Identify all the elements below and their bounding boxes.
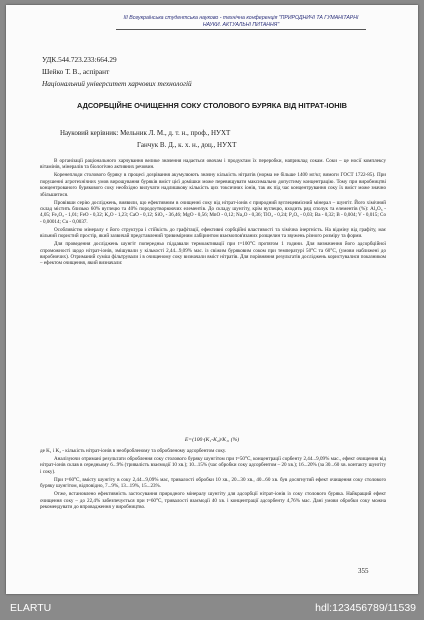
viewer-footer	[0, 596, 424, 620]
body-text-after-formula	[40, 448, 386, 512]
body-text-before-formula	[40, 158, 386, 268]
header-divider	[116, 29, 366, 30]
paragraph: Отже, встановлено ефективність застосування природного мінералу шунгіту для адсорбції нітрат-іонів із соку столового буряка. Найкращий ефект очищення соку – до 22,4% забезпечується при t=60°С, тривалості взаємодії 40 хв. і концентрації адсорбенту 4,76% мас. Дані умови обробки соку можна рекомендувати до впровадження у виробництво.	[40, 491, 386, 511]
repository-name: ELARTU	[10, 602, 52, 614]
paragraph: Коренеплоди столового буряку в процесі дозрівання акумулюють значну кількість нітратів (норма не більше 1400 мг/кг, вимоги ГОСТ 1722-85). При порушенні агротехнічних умов вирощування буряків вміст цієї домішки може перевищувати максимально допустиму концентрацію. Тому при виробництві концентрованого бурякового соку необхідно вилучати надлишкову кількість цих токсичних іонів, так як під час концентрування соку їх вміст може значно збільшитися.	[40, 172, 386, 198]
paragraph: Провівши серію досліджень, виявили, що ефективним в очищенні соку від нітрат-іонів є природний вуглецевмісний мінерал – шунгіт. Його хімічний склад містить близько 60% вуглецю та 40% породоутворюючих елементів. До складу шунгіту, крім вуглецю, входить ряд сполук та елементів (%): Al₂O₃ - 4,05; Fe₂O₃ - 1,01; FeO - 0,32; K₂O - 1,23; CaO - 0,12; SiO₂ - 36,46; MgO - 0,56; MnO - 0,12; Na₂O - 0,36; TiO₂ - 0,24; P₂O₅ - 0,03; Ba - 0,32; B - 0,004; V - 0,015; Co - 0,00014; Cu - 0,0037.	[40, 199, 386, 225]
udc-code: УДК.544.723.233:664.29	[42, 55, 117, 64]
conference-header: ІІІ Всеукраїнська студентська науково - технічна конференція "ПРИРОДНИЧІ ТА ГУМАНІТАРНІ НАУКИ. АКТУАЛЬНІ ПИТАННЯ"	[123, 15, 359, 28]
document-page	[6, 5, 418, 594]
paragraph: В організації раціонального харчування велике значення надається овочам і продуктам їх переробки, наприклад сокам. Соки – це носії комплексу вітамінів, мінералів та біологічно активних речовин.	[40, 158, 386, 171]
supervisor-line-1: Науковий керівник: Мельник Л. М., д. т. н., проф., НУХТ	[60, 129, 231, 137]
paragraph: де K₁ і K₂ - кількість нітрат-іонів в необробленому та обробленому адсорбентом соку.	[40, 448, 227, 454]
paragraph: При t=60°С, вмісту шунгіту в соку 2,44...9,09% мас, тривалості обробки 10 хв., 20...30 хв., 40...60 хв. був досягнутий ефект очищення соку столового буряку шунгітом, відповідно, 7...9%, 13...19%, 15...23%.	[40, 476, 386, 490]
paragraph: Особливістю мінералу є його структура і стійкість до графітації, ефективні сорбційні властивості та хімічна інертність. На відміну від графіту, має вільний пористий простір, який зазвичай представлений тривимірним лабіринтом взаємопов'язаних розщелин та звужень різного розміру та форми.	[40, 226, 386, 240]
university-line: Національний університет харчових технологій	[42, 79, 192, 88]
paragraph: Для проведення досліджень шунгіт попередньо піддавали термоактивації при t=100°С протягом 1 години. Для визначення його адсорбційної спроможності щодо нітрат-іонів, змішували у кількості 2,44...9,09% мас. із свіжим буряковим соком при температурі 50°С та 60°С, (умови наближені до виробничих). Отриманий суміш фільтрували і в очищеному соку визначали вміст нітратів. Для порівняння результатів досліджень користувалися показником – ефектом очищення, який визначали:	[40, 241, 386, 267]
author-line: Шейко Т. В., аспірант	[42, 67, 110, 76]
handle-link[interactable]: hdl:123456789/11539	[315, 602, 416, 614]
paper-title: АДСОРБЦІЙНЕ ОЧИЩЕННЯ СОКУ СТОЛОВОГО БУРЯКА ВІД НІТРАТ-ІОНІВ	[77, 101, 347, 110]
paragraph: Аналізуючи отримані результати оброблення соку столового буряку шунгітом при t=50°С, концентрації сорбенту 2,44...9,09% мас., ефект очищення від нітрат-іонів склав в середньому 6...9% (тривалість взаємодії 10 хв.); 10...15% (час обробки соку адсорбентом – 20 хв.); 16...20% (за 30...60 хв. контакту шунгіту і соку).	[40, 456, 386, 475]
supervisor-line-2: Ганчук В. Д., к. х. н., доц., НУХТ	[137, 141, 237, 149]
formula: E=(100·(K₁-K₂)/K₁, (%)	[184, 437, 240, 443]
page-number: 355	[358, 567, 369, 575]
